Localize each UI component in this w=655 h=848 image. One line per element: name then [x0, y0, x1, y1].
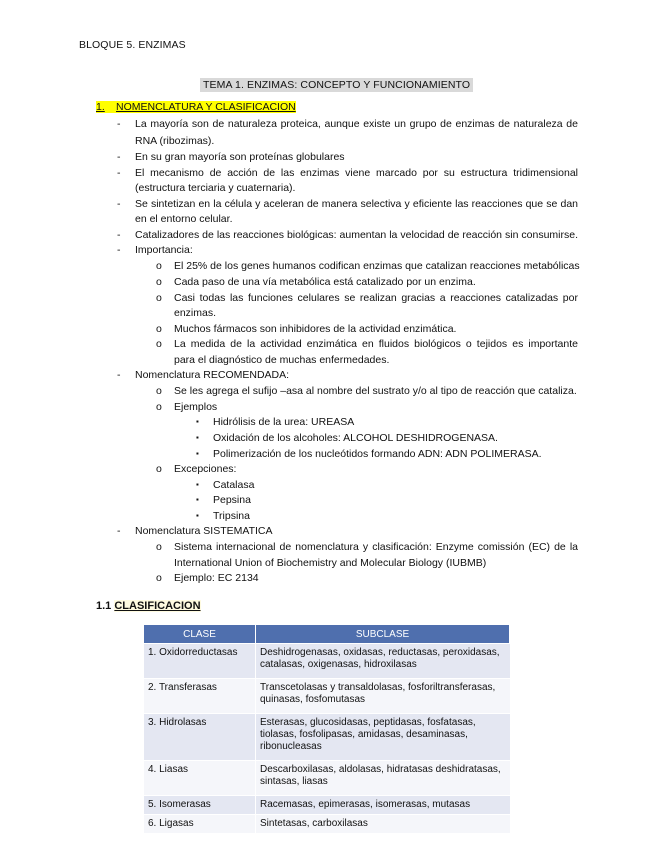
subclass-cell: Deshidrogenasas, oxidasas, reductasas, peroxidasas, catalasas, oxigenasas, hidroxilasas — [256, 644, 510, 679]
circle-bullet: o — [156, 385, 162, 397]
table-row — [144, 644, 510, 679]
dash-bullet: - — [117, 229, 121, 241]
bullet-text: enzimas. — [174, 307, 217, 319]
section-heading — [96, 101, 296, 113]
bullet-text: RNA (ribozimas). — [135, 135, 215, 147]
bullet-text: Se les agrega el sufijo –asa al nombre del sustrato y/o al tipo de reacción que cataliza. — [174, 385, 577, 397]
subclass-cell: Racemasas, epimerasas, isomerasas, mutasas — [256, 796, 510, 815]
dash-bullet: - — [117, 369, 121, 381]
bullet-text: Ejemplos — [174, 401, 218, 413]
circle-bullet: o — [156, 323, 162, 335]
bullet-text: en el entorno celular. — [135, 213, 233, 225]
bullet-text: Polimerización de los nucleótidos formando ADN: ADN POLIMERASA. — [213, 448, 542, 460]
square-bullet: ▪ — [196, 449, 199, 458]
bullet-text: Hidrólisis de la urea: UREASA — [213, 416, 355, 428]
bullet-text: Excepciones: — [174, 463, 237, 475]
bullet-text: Ejemplo: EC 2134 — [174, 572, 259, 584]
class-cell: 6. Ligasas — [144, 815, 256, 834]
table-row — [144, 796, 510, 815]
subsection-heading — [96, 600, 201, 612]
class-cell: 4. Liasas — [144, 761, 256, 796]
subsection-title: CLASIFICACION — [114, 600, 201, 612]
circle-bullet: o — [156, 463, 162, 475]
dash-bullet: - — [117, 525, 121, 537]
bullet-text: Se sintetizan en la célula y aceleran de manera selectiva y eficiente las reacciones que se dan — [135, 198, 578, 210]
bullet-text: Sistema internacional de nomenclatura y clasificación: Enzyme comissión (EC) de la — [174, 541, 578, 553]
bullet-text: Pepsina — [213, 494, 251, 506]
table-row — [144, 679, 510, 714]
circle-bullet: o — [156, 401, 162, 413]
circle-bullet: o — [156, 572, 162, 584]
bullet-text: La mayoría son de naturaleza proteica, aunque existe un grupo de enzimas de naturaleza de — [135, 118, 578, 130]
square-bullet: ▪ — [196, 417, 199, 426]
square-bullet: ▪ — [196, 480, 199, 489]
topic-title: TEMA 1. ENZIMAS: CONCEPTO Y FUNCIONAMIENTO — [200, 78, 473, 92]
table-row — [144, 761, 510, 796]
bullet-text: Oxidación de los alcoholes: ALCOHOL DESHIDROGENASA. — [213, 432, 498, 444]
circle-bullet: o — [156, 541, 162, 553]
bullet-text: Muchos fármacos son inhibidores de la actividad enzimática. — [174, 323, 457, 335]
circle-bullet: o — [156, 338, 162, 350]
circle-bullet: o — [156, 292, 162, 304]
square-bullet: ▪ — [196, 495, 199, 504]
dash-bullet: - — [117, 167, 121, 179]
square-bullet: ▪ — [196, 511, 199, 520]
class-cell: 1. Oxidorreductasas — [144, 644, 256, 679]
class-cell: 3. Hidrolasas — [144, 714, 256, 761]
table-header-row — [144, 625, 510, 644]
classification-table — [144, 625, 510, 833]
bullet-text: Nomenclatura RECOMENDADA: — [135, 369, 290, 381]
dash-bullet: - — [117, 244, 121, 256]
bullet-text: Casi todas las funciones celulares se realizan gracias a reacciones catalizadas por — [174, 292, 578, 304]
subclass-cell: Transcetolasas y transaldolasas, fosforiltransferasas, quinasas, fosfomutasas — [256, 679, 510, 714]
dash-bullet: - — [117, 151, 121, 163]
bullet-text: Importancia: — [135, 244, 193, 256]
square-bullet: ▪ — [196, 433, 199, 442]
subclass-cell: Sintetasas, carboxilasas — [256, 815, 510, 834]
bullet-text: para el diagnóstico de muchas enfermedades. — [174, 354, 390, 366]
subclass-cell: Esterasas, glucosidasas, peptidasas, fosfatasas, tiolasas, fosfolipasas, amidasas, desaminasas, ribonucleasas — [256, 714, 510, 761]
section-title: NOMENCLATURA Y CLASIFICACION — [116, 101, 296, 113]
bullet-text: El 25% de los genes humanos codifican enzimas que catalizan reacciones metabólicas — [174, 260, 580, 272]
bullet-text: (estructura terciaria y cuaternaria). — [135, 182, 296, 194]
section-number: 1. — [96, 101, 116, 113]
table-row — [144, 815, 510, 834]
subclass-cell: Descarboxilasas, aldolasas, hidratasas deshidratasas, sintasas, liasas — [256, 761, 510, 796]
table-row — [144, 714, 510, 761]
bullet-text: Tripsina — [213, 510, 250, 522]
bullet-text: Nomenclatura SISTEMATICA — [135, 525, 273, 537]
page-header: BLOQUE 5. ENZIMAS — [79, 39, 186, 51]
dash-bullet: - — [117, 198, 121, 210]
bullet-text: International Union of Biochemistry and Molecular Biology (IUBMB) — [174, 557, 487, 569]
column-header-subclase: SUBCLASE — [256, 625, 510, 644]
bullet-text: El mecanismo de acción de las enzimas viene marcado por su estructura tridimensional — [135, 167, 578, 179]
class-cell: 5. Isomerasas — [144, 796, 256, 815]
subsection-number: 1.1 — [96, 600, 112, 612]
bullet-text: La medida de la actividad enzimática en fluidos biológicos o tejidos es importante — [174, 338, 578, 350]
circle-bullet: o — [156, 260, 162, 272]
circle-bullet: o — [156, 276, 162, 288]
class-cell: 2. Transferasas — [144, 679, 256, 714]
bullet-text: Catalizadores de las reacciones biológicas: aumentan la velocidad de reacción sin consumirse. — [135, 229, 578, 241]
bullet-text: Catalasa — [213, 479, 255, 491]
bullet-text: Cada paso de una vía metabólica está catalizado por un enzima. — [174, 276, 476, 288]
column-header-clase: CLASE — [144, 625, 256, 644]
bullet-text: En su gran mayoría son proteínas globulares — [135, 151, 345, 163]
dash-bullet: - — [117, 118, 121, 130]
